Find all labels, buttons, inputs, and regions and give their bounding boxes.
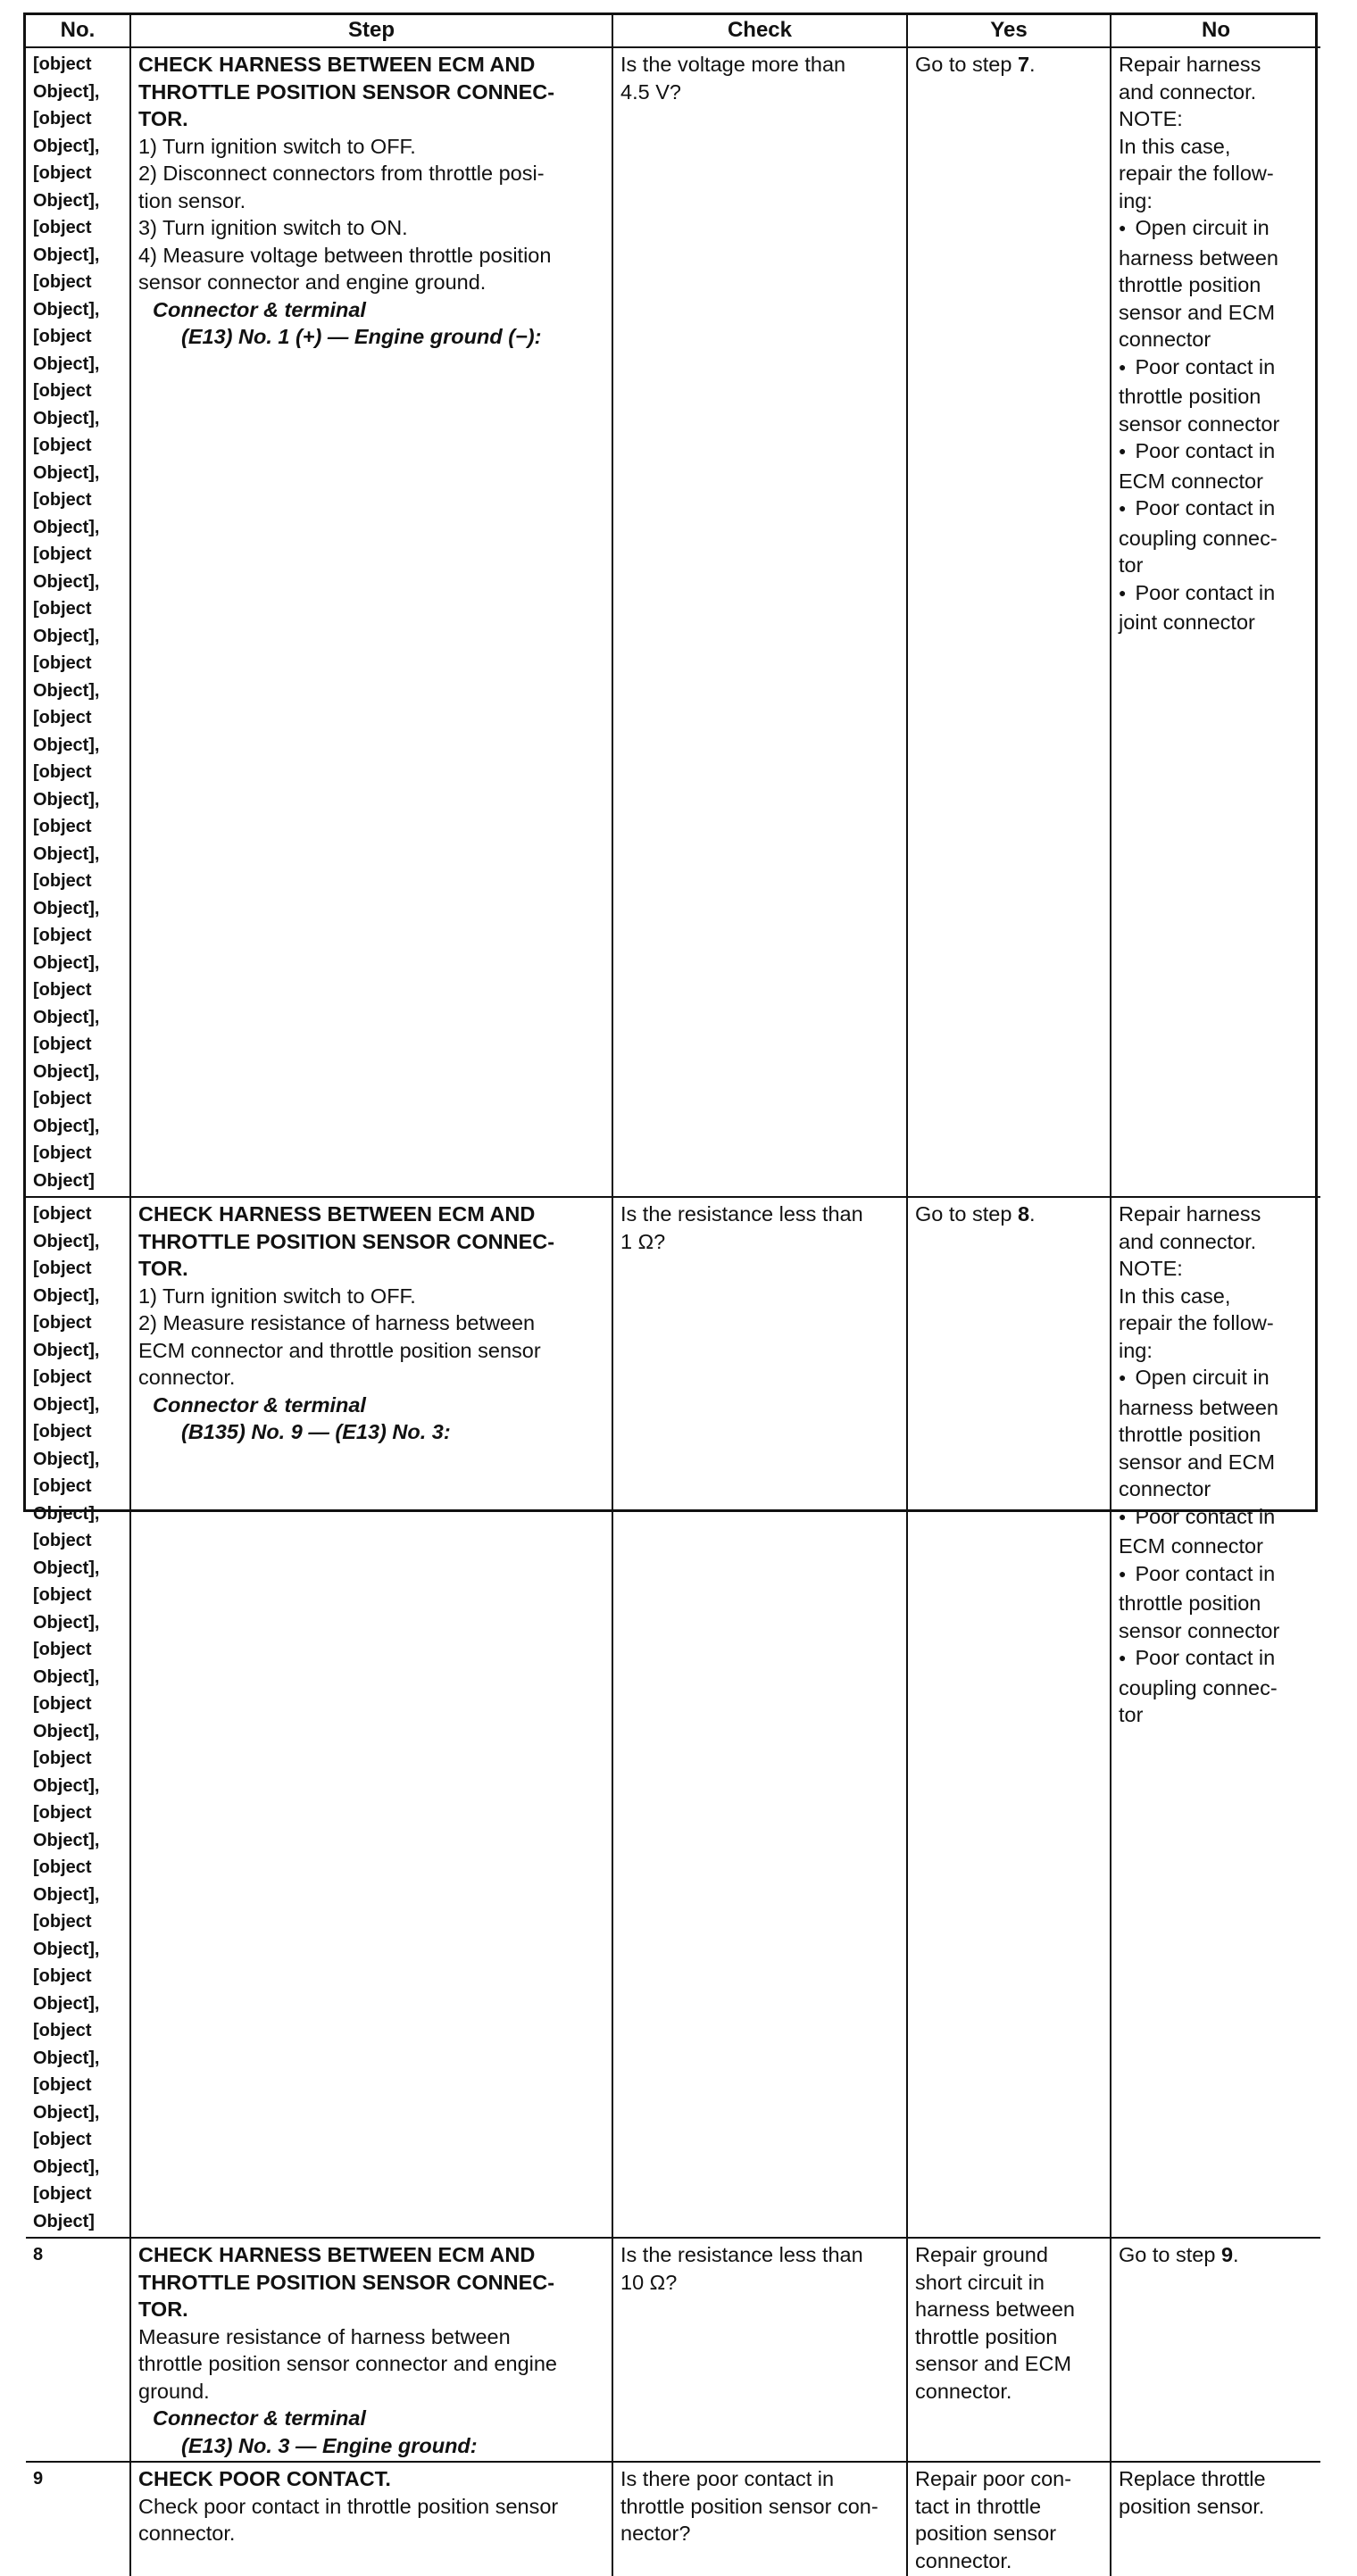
connector-terminal-label: Connector & terminal (153, 1392, 366, 1417)
step-instruction: 3) Turn ignition switch to ON. (138, 216, 408, 239)
procedure-table (26, 15, 1320, 2576)
goto-suffix: . (1029, 1202, 1036, 1226)
diagnostic-procedure-table (23, 12, 1318, 2572)
no-result-line: and connector. (1119, 79, 1257, 104)
column-header-no: No. (26, 15, 130, 47)
check-cell (612, 2238, 907, 2462)
table-row (26, 1197, 1320, 2238)
check-cell (612, 1197, 907, 2238)
connector-terminal-label: Connector & terminal (153, 2406, 366, 2430)
no-result-line: Repair harness (1119, 1202, 1261, 1226)
no-result-line: coupling connec- (1119, 1675, 1278, 1699)
no-result-line: repair the follow- (1119, 1311, 1274, 1334)
step-number: 9 (26, 2462, 130, 2576)
step-title: TOR. (138, 2298, 188, 2321)
check-question: 1 Ω? (620, 1229, 666, 1253)
step-title: CHECK HARNESS BETWEEN ECM AND (138, 53, 536, 76)
step-cell (130, 2462, 612, 2576)
goto-suffix: . (1029, 53, 1036, 76)
step-instruction: throttle position sensor connector and engine (138, 2352, 558, 2375)
step-instruction: 2) Measure resistance of harness between (138, 1311, 536, 1334)
check-cell (612, 2462, 907, 2576)
step-cell (130, 47, 612, 1197)
no-result-line: joint connector (1119, 611, 1255, 634)
step-title: CHECK HARNESS BETWEEN ECM AND (138, 2243, 536, 2266)
step-instruction: 4) Measure voltage between throttle position (138, 243, 552, 267)
check-question: nector? (620, 2522, 691, 2545)
no-result-line: tor (1119, 553, 1144, 577)
step-title: CHECK HARNESS BETWEEN ECM AND (138, 1202, 536, 1226)
no-result-bullet-item: ● Poor contact in (1119, 1503, 1313, 1533)
yes-result-line: throttle position (915, 2324, 1058, 2348)
yes-cell (907, 1197, 1111, 2238)
yes-cell (907, 2462, 1111, 2576)
step-cell (130, 1197, 612, 2238)
yes-result-line: connector. (915, 2548, 1012, 2572)
step-instruction: ECM connector and throttle position sensor (138, 1338, 541, 1362)
no-result-line: sensor connector (1119, 1618, 1280, 1642)
goto-prefix: Go to step (1119, 2243, 1221, 2266)
no-result-bullet-item: ● Poor contact in (1119, 494, 1313, 525)
connector-terminal-value: (E13) No. 1 (+) — Engine ground (−): (181, 325, 542, 348)
step-instruction: Measure resistance of harness between (138, 2324, 511, 2348)
step-number: 8 (26, 2238, 130, 2462)
table-row (26, 2462, 1320, 2576)
check-question: Is there poor contact in (620, 2467, 835, 2490)
table-row (26, 47, 1320, 1197)
check-question: Is the resistance less than (620, 2243, 863, 2266)
check-question: 4.5 V? (620, 79, 681, 104)
step-number: [object Object],[object Object],[object Object],[object Object],[object Object],[object Object],[object Object],[object Object],[object Object],[object Object],[object Object],[object Object],[object Object],[object Object],[object Object],[object Object],[object Object],[object Object],[object Object] (26, 1197, 130, 2238)
no-cell (1111, 2238, 1320, 2462)
step-instruction: 1) Turn ignition switch to OFF. (138, 1284, 416, 1308)
step-instruction: tion sensor. (138, 188, 246, 212)
connector-terminal-label: Connector & terminal (153, 297, 366, 321)
no-cell (1111, 2462, 1320, 2576)
no-result-line: ECM connector (1119, 1534, 1263, 1558)
no-result-line: In this case, (1119, 134, 1231, 158)
no-result-line: harness between (1119, 1395, 1278, 1419)
step-number: [object Object],[object Object],[object Object],[object Object],[object Object],[object Object],[object Object],[object Object],[object Object],[object Object],[object Object],[object Object],[object Object],[object Object],[object Object],[object Object],[object Object],[object Object],[object Object],[object Object],[object Object] (26, 47, 130, 1197)
no-result-line: sensor and ECM (1119, 1450, 1276, 1474)
column-header-yes: Yes (907, 15, 1111, 47)
yes-result-line: connector. (915, 2379, 1012, 2403)
no-result-bullet-item: ● Poor contact in (1119, 353, 1313, 384)
no-result-line: NOTE: (1119, 1257, 1183, 1280)
check-question: throttle position sensor con- (620, 2494, 878, 2518)
connector-terminal-value: (E13) No. 3 — Engine ground: (181, 2433, 478, 2457)
step-instruction: ground. (138, 2379, 210, 2403)
no-result-bullet-item: ● Poor contact in (1119, 579, 1313, 610)
no-result-line: In this case, (1119, 1284, 1231, 1308)
no-result-line: throttle position (1119, 385, 1261, 408)
no-cell (1111, 47, 1320, 1197)
step-instruction: 1) Turn ignition switch to OFF. (138, 134, 416, 158)
no-result-line: ing: (1119, 1338, 1153, 1362)
no-result-line: connector (1119, 328, 1211, 351)
step-title: CHECK POOR CONTACT. (138, 2467, 391, 2490)
step-instruction: connector. (138, 1366, 236, 1389)
no-result-line: throttle position (1119, 1591, 1261, 1615)
no-result-bullet-item: ● Poor contact in (1119, 437, 1313, 468)
step-instruction: Check poor contact in throttle position sensor (138, 2494, 559, 2518)
no-result-line: sensor connector (1119, 411, 1280, 436)
connector-terminal-value: (B135) No. 9 — (E13) No. 3: (181, 1420, 451, 1443)
no-result-line: and connector. (1119, 1229, 1257, 1253)
step-title: TOR. (138, 1257, 188, 1280)
no-result-line: ing: (1119, 188, 1153, 212)
step-title: TOR. (138, 107, 188, 130)
goto-prefix: Go to step (915, 53, 1018, 76)
check-cell (612, 47, 907, 1197)
yes-result-line: tact in throttle (915, 2494, 1042, 2518)
column-header-check: Check (612, 15, 907, 47)
check-question: Is the voltage more than (620, 53, 846, 76)
yes-result-line: harness between (915, 2298, 1075, 2321)
no-result-line: harness between (1119, 245, 1278, 270)
no-result-line: tor (1119, 1703, 1144, 1726)
yes-result-line: sensor and ECM (915, 2352, 1072, 2375)
no-result-bullet-item: ● Poor contact in (1119, 1644, 1313, 1674)
goto-step-number: 7 (1017, 53, 1030, 76)
goto-step-number: 8 (1017, 1202, 1030, 1226)
step-title: THROTTLE POSITION SENSOR CONNEC- (138, 79, 555, 104)
no-result-line: ECM connector (1119, 469, 1263, 493)
yes-cell (907, 2238, 1111, 2462)
no-result-line: NOTE: (1119, 107, 1183, 130)
step-instruction: sensor connector and engine ground. (138, 270, 487, 294)
goto-step-number: 9 (1220, 2243, 1234, 2266)
yes-cell (907, 47, 1111, 1197)
yes-result-line: short circuit in (915, 2270, 1045, 2294)
column-header-step: Step (130, 15, 612, 47)
no-result-line: sensor and ECM (1119, 300, 1276, 324)
table-row (26, 2238, 1320, 2462)
yes-result-line: Repair poor con- (915, 2467, 1072, 2490)
no-result-line: repair the follow- (1119, 162, 1274, 185)
check-question: Is the resistance less than (620, 1202, 863, 1226)
column-header-no-result: No (1111, 15, 1320, 47)
goto-prefix: Go to step (915, 1202, 1018, 1226)
step-instruction: 2) Disconnect connectors from throttle posi- (138, 162, 545, 185)
no-cell (1111, 1197, 1320, 2238)
no-result-line: Repair harness (1119, 53, 1261, 76)
no-result-line: position sensor. (1119, 2494, 1265, 2518)
no-result-line: throttle position (1119, 273, 1261, 296)
no-result-bullet-item: ● Poor contact in (1119, 1560, 1313, 1591)
step-instruction: connector. (138, 2522, 236, 2545)
goto-suffix: . (1233, 2243, 1239, 2266)
no-result-line: Replace throttle (1119, 2467, 1266, 2490)
table-header-row (26, 15, 1320, 47)
step-title: THROTTLE POSITION SENSOR CONNEC- (138, 2270, 555, 2294)
check-question: 10 Ω? (620, 2270, 678, 2294)
step-title: THROTTLE POSITION SENSOR CONNEC- (138, 1229, 555, 1253)
no-result-line: throttle position (1119, 1423, 1261, 1446)
no-result-line: connector (1119, 1477, 1211, 1500)
no-result-bullet-item: ● Open circuit in (1119, 214, 1313, 245)
yes-result-line: Repair ground (915, 2243, 1048, 2266)
no-result-bullet-item: ● Open circuit in (1119, 1364, 1313, 1394)
yes-result-line: position sensor (915, 2522, 1057, 2545)
no-result-line: coupling connec- (1119, 526, 1278, 550)
step-cell (130, 2238, 612, 2462)
